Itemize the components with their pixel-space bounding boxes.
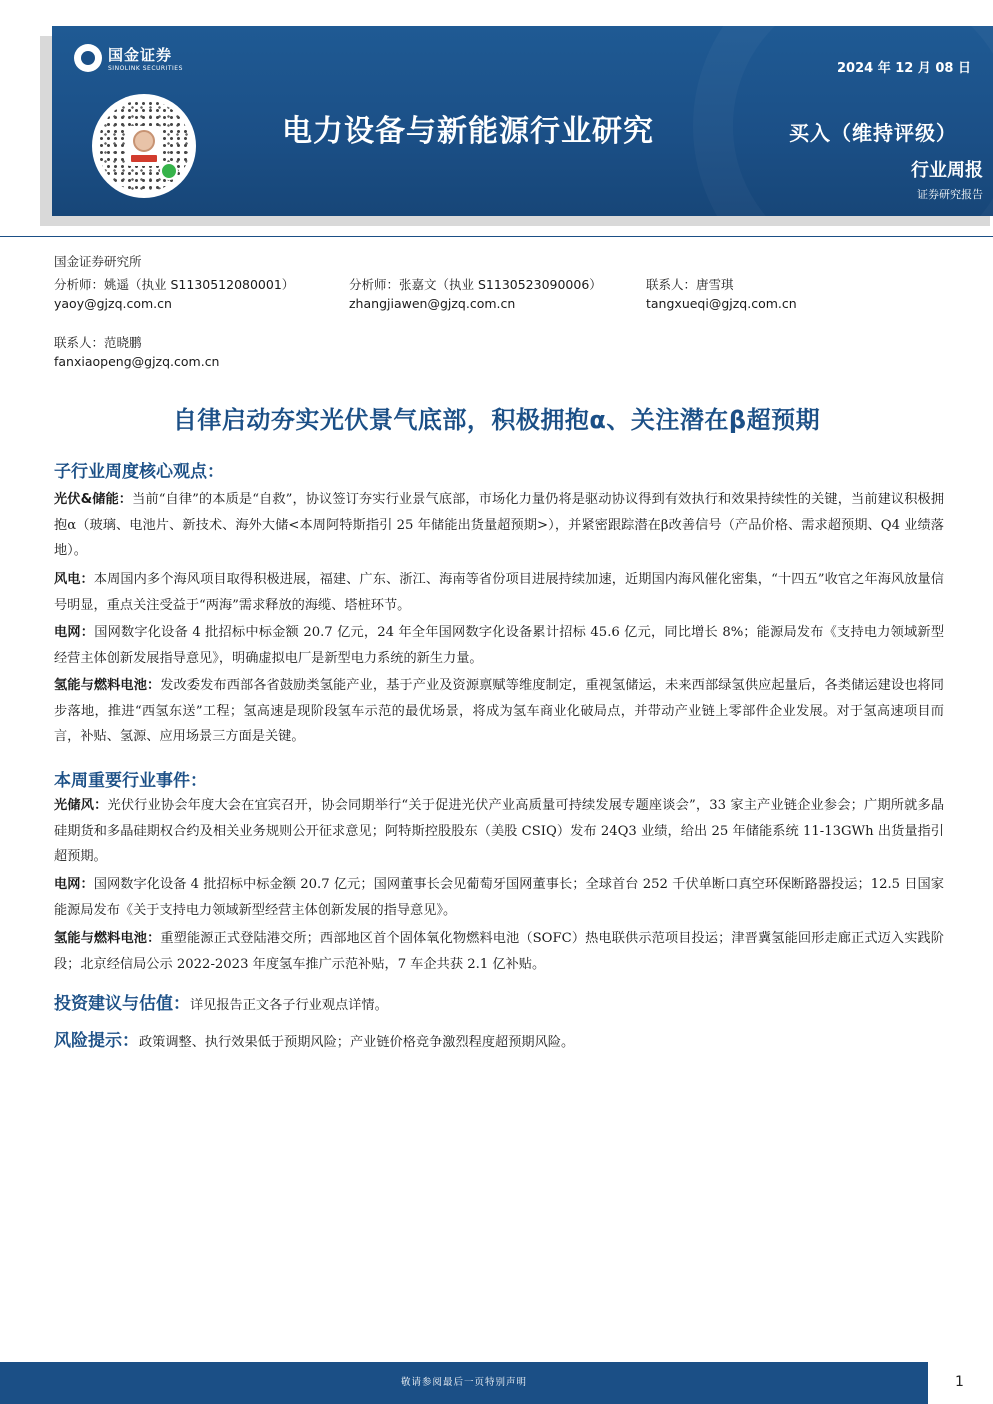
analyst-2-role: 分析师：张嘉文（执业 S1130523090006） (349, 277, 602, 292)
event-text-hydrogen: 重塑能源正式登陆港交所；西部地区首个固体氧化物燃料电池（SOFC）热电联供示范项目投运；津晋冀氢能回形走廊正式迈入实践阶段；北京经信局公示 2022-2023 年度氢车推广示范补贴，7 车企共获 2.1 亿补贴。 (54, 931, 944, 972)
investment-advice-text: 详见报告正文各子行业观点详情。 (190, 998, 388, 1013)
report-date: 2024 年 12 月 08 日 (837, 61, 971, 76)
institute-name: 国金证券研究所 (54, 254, 142, 269)
label-grid: 电网： (54, 625, 95, 640)
event-paragraph-grid (54, 872, 944, 923)
event-label-hydrogen: 氢能与燃料电池： (54, 931, 161, 946)
header-divider (0, 236, 993, 237)
event-text-pv-storage-wind: 光伏行业协会年度大会在宜宾召开，协会同期举行“关于促进光伏产业高质量可持续发展专题座谈会”，33 家主产业链企业参会；广期所就多晶硅期货和多晶硅期权合约及相关业务规则公开征求意见；阿特斯控股股东（美股 CSIQ）发布 24Q3 业绩，给出 25 年储能系统 11-13GWh 出货量指引超预期。 (54, 798, 945, 864)
text-grid: 国网数字化设备 4 批招标中标金额 20.7 亿元，24 年全年国网数字化设备累计招标 45.6 亿元，同比增长 8%；能源局发布《支持电力领域新型经营主体创新发展指导意见》，明确虚拟电厂是新型电力系统的新生力量。 (54, 625, 945, 666)
analyst-1-email[interactable]: yaoy@gjzq.com.cn (54, 296, 172, 311)
logo-mark-icon (74, 44, 102, 72)
label-wind: 风电： (54, 572, 94, 587)
report-type: 行业周报 (911, 160, 983, 181)
report-headline: 自律启动夯实光伏景气底部，积极拥抱α、关注潜在β超预期 (172, 406, 821, 434)
paragraph-hydrogen (54, 673, 944, 750)
event-text-grid: 国网数字化设备 4 批招标中标金额 20.7 亿元；国网董事长会见葡萄牙国网董事长；全球首台 252 千伏单断口真空环保断路器投运；12.5 日国家能源局发布《关于支持电力领域新型经营主体创新发展的指导意见》。 (54, 877, 944, 918)
contact-2-email[interactable]: fanxiaopeng@gjzq.com.cn (54, 354, 220, 369)
risk-warning (54, 1029, 944, 1056)
header-banner (52, 26, 993, 216)
report-category-title: 电力设备与新能源行业研究 (282, 114, 654, 149)
event-label-pv-storage-wind: 光储风： (54, 798, 108, 813)
rating-badge: 买入（维持评级） (789, 121, 957, 145)
analyst-2-email[interactable]: zhangjiawen@gjzq.com.cn (349, 296, 516, 311)
section-core-views-heading: 子行业周度核心观点： (54, 462, 224, 482)
page-number: 1 (955, 1374, 964, 1390)
analyst-1-role: 分析师：姚遥（执业 S1130512080001） (54, 277, 295, 292)
risk-warning-text: 政策调整、执行效果低于预期风险；产业链价格竞争激烈程度超预期风险。 (139, 1035, 575, 1050)
contact-1-email[interactable]: tangxueqi@gjzq.com.cn (646, 296, 797, 311)
risk-warning-heading: 风险提示： (54, 1031, 139, 1051)
text-hydrogen: 发改委发布西部各省鼓励类氢能产业，基于产业及资源禀赋等维度制定，重视氢储运，未来西部绿氢供应起量后，各类储运建设也将同步落地，推进“西氢东送”工程；氢高速是现阶段氢车示范的最优场景，将成为氢车商业化破局点，并带动产业链上零部件企业发展。对于氢高速项目而言，补贴、氢源、应用场景三方面是关键。 (54, 678, 944, 744)
paragraph-grid (54, 620, 944, 671)
qr-code-icon (92, 94, 196, 198)
event-label-grid: 电网： (54, 877, 94, 892)
logo-cn-text: 国金证券 (108, 46, 173, 64)
report-subtype: 证券研究报告 (917, 188, 983, 201)
investment-advice (54, 992, 944, 1019)
text-wind: 本周国内多个海风项目取得积极进展，福建、广东、浙江、海南等省份项目进展持续加速，近期国内海风催化密集，“十四五”收官之年海风放量信号明显，重点关注受益于“两海”需求释放的海缆、塔桩环节。 (54, 572, 944, 613)
text-pv-storage: 当前“自律”的本质是“自救”，协议签订夯实行业景气底部，市场化力量仍将是驱动协议得到有效执行和效果持续性的关键，当前建议积极拥抱α（玻璃、电池片、新技术、海外大储<本周阿特斯指引 25 年储能出货量超预期>），并紧密跟踪潜在β改善信号（产品价格、需求超预期、Q4 业绩落地）。 (54, 492, 945, 558)
label-hydrogen: 氢能与燃料电池： (54, 678, 161, 693)
logo-en-text: SINOLINK SECURITIES (108, 65, 183, 72)
paragraph-pv-storage (54, 487, 944, 564)
investment-advice-heading: 投资建议与估值： (54, 994, 190, 1014)
company-logo (74, 44, 183, 72)
contact-1-role: 联系人：唐雪琪 (646, 277, 734, 292)
paragraph-wind (54, 567, 944, 618)
event-paragraph-hydrogen (54, 926, 944, 977)
contact-2-role: 联系人：范晓鹏 (54, 335, 142, 350)
section-events-heading: 本周重要行业事件： (54, 771, 207, 791)
footer-disclaimer: 敬请参阅最后一页特别声明 (0, 1362, 928, 1404)
event-paragraph-pv-storage-wind (54, 793, 944, 870)
label-pv-storage: 光伏&储能： (54, 492, 133, 507)
